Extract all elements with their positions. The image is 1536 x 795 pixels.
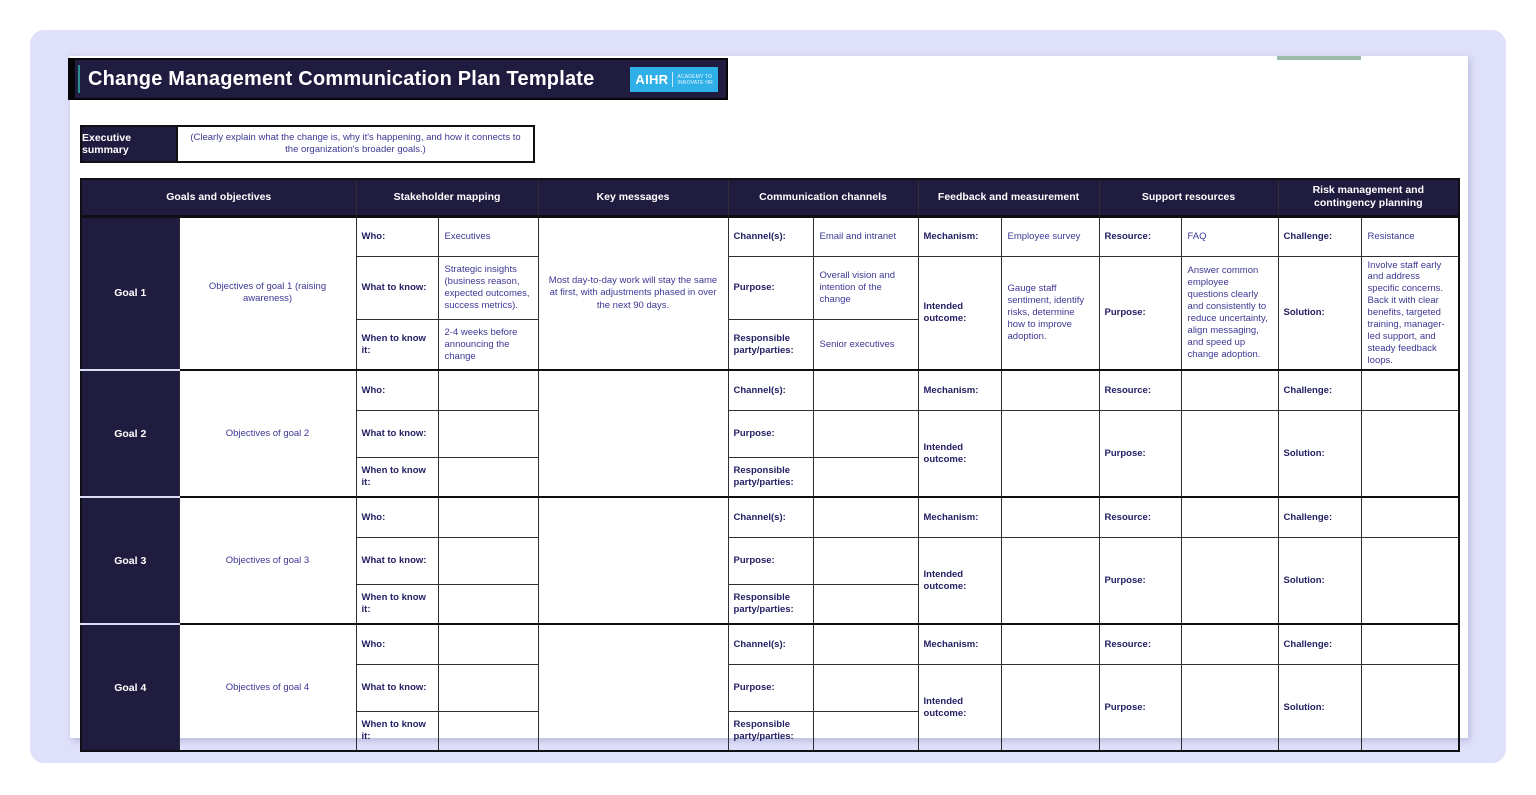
goal4-channels-label: Channel(s): <box>728 624 813 664</box>
goal3-outcome-label: Intended outcome: <box>918 537 1001 624</box>
goal2-label: Goal 2 <box>81 370 179 497</box>
goal3-resource-label: Resource: <box>1099 497 1181 537</box>
goal3-what-label: What to know: <box>356 537 438 584</box>
goal2-purpose-cell[interactable] <box>813 410 918 457</box>
goal2-outcome-label: Intended outcome: <box>918 410 1001 497</box>
goal1-when-label: When to know it: <box>356 320 438 371</box>
goal1-who-label: Who: <box>356 216 438 256</box>
logo-tagline-top: ACADEMY TO <box>677 73 713 80</box>
goal4-objectives-cell[interactable]: Objectives of goal 4 <box>179 624 356 751</box>
goal3-key-messages-cell[interactable] <box>538 497 728 624</box>
goal2-solution-label: Solution: <box>1278 410 1361 497</box>
goal2-challenge-cell[interactable] <box>1361 370 1459 410</box>
goal2-mechanism-label: Mechanism: <box>918 370 1001 410</box>
executive-summary-label: Executive summary <box>80 125 178 163</box>
goal2-when-label: When to know it: <box>356 457 438 497</box>
goal1-challenge-cell[interactable]: Resistance <box>1361 216 1459 256</box>
goal1-responsible-label: Responsible party/parties: <box>728 320 813 371</box>
goal4-what-label: What to know: <box>356 664 438 711</box>
goal3-purpose-label: Purpose: <box>728 537 813 584</box>
goal3-who-label: Who: <box>356 497 438 537</box>
goal1-channels-label: Channel(s): <box>728 216 813 256</box>
title-bar <box>68 58 728 100</box>
goal4-who-cell[interactable] <box>438 624 538 664</box>
goal1-support-purpose-cell[interactable]: Answer common employee questions clearly and consistently to reduce uncertainty, align messaging, and speed up change adoption. <box>1181 256 1278 370</box>
goal4-challenge-cell[interactable] <box>1361 624 1459 664</box>
goal4-who-label: Who: <box>356 624 438 664</box>
goal1-support-purpose-label: Purpose: <box>1099 256 1181 370</box>
goal4-mechanism-cell[interactable] <box>1001 624 1099 664</box>
goal2-resource-cell[interactable] <box>1181 370 1278 410</box>
goal1-what-cell[interactable]: Strategic insights (business reason, expected outcomes, success metrics). <box>438 256 538 320</box>
goal3-challenge-label: Challenge: <box>1278 497 1361 537</box>
scroll-indicator-strip[interactable] <box>1277 56 1361 60</box>
goal2-purpose-label: Purpose: <box>728 410 813 457</box>
goal4-what-cell[interactable] <box>438 664 538 711</box>
goal1-solution-cell[interactable]: Involve staff early and address specific concerns. Back it with clear benefits, targeted training, manager-led support, and steady feedback loops. <box>1361 256 1459 370</box>
logo-tagline-bottom: INNOVATE HR <box>677 79 713 86</box>
goal1-responsible-cell[interactable]: Senior executives <box>813 320 918 371</box>
header-goals-objectives: Goals and objectives <box>81 179 356 216</box>
goal2-what-label: What to know: <box>356 410 438 457</box>
goal1-challenge-label: Challenge: <box>1278 216 1361 256</box>
table-header-row <box>81 179 1459 216</box>
goal3-when-cell[interactable] <box>438 584 538 624</box>
goal3-responsible-label: Responsible party/parties: <box>728 584 813 624</box>
header-feedback-measurement: Feedback and measurement <box>918 179 1099 216</box>
goal2-who-cell[interactable] <box>438 370 538 410</box>
goal2-when-cell[interactable] <box>438 457 538 497</box>
executive-summary-value-cell[interactable]: (Clearly explain what the change is, why it's happening, and how it connects to the organization's broader goals.) <box>178 125 535 163</box>
goal4-challenge-label: Challenge: <box>1278 624 1361 664</box>
goal1-resource-cell[interactable]: FAQ <box>1181 216 1278 256</box>
goal2-solution-cell[interactable] <box>1361 410 1459 497</box>
goal3-solution-label: Solution: <box>1278 537 1361 624</box>
goal4-solution-cell[interactable] <box>1361 664 1459 751</box>
goal2-key-messages-cell[interactable] <box>538 370 728 497</box>
goal3-who-cell[interactable] <box>438 497 538 537</box>
aihr-logo <box>630 67 718 92</box>
goal2-responsible-cell[interactable] <box>813 457 918 497</box>
goal4-resource-label: Resource: <box>1099 624 1181 664</box>
logo-divider <box>672 72 673 87</box>
goal4-purpose-label: Purpose: <box>728 664 813 711</box>
goal3-row-a <box>81 497 1459 537</box>
goal2-mechanism-cell[interactable] <box>1001 370 1099 410</box>
goal2-what-cell[interactable] <box>438 410 538 457</box>
goal4-support-purpose-label: Purpose: <box>1099 664 1181 751</box>
header-key-messages: Key messages <box>538 179 728 216</box>
header-stakeholder-mapping: Stakeholder mapping <box>356 179 538 216</box>
goal4-outcome-cell[interactable] <box>1001 664 1099 751</box>
goal3-objectives-cell[interactable]: Objectives of goal 3 <box>179 497 356 624</box>
goal2-support-purpose-cell[interactable] <box>1181 410 1278 497</box>
goal2-row-a <box>81 370 1459 410</box>
goal4-row-a <box>81 624 1459 664</box>
goal3-support-purpose-cell[interactable] <box>1181 537 1278 624</box>
goal3-mechanism-label: Mechanism: <box>918 497 1001 537</box>
goal4-mechanism-label: Mechanism: <box>918 624 1001 664</box>
teal-accent-line <box>78 65 80 93</box>
header-risk-management: Risk management and contingency planning <box>1278 179 1459 216</box>
goal2-channels-cell[interactable] <box>813 370 918 410</box>
goal4-channels-cell[interactable] <box>813 624 918 664</box>
goal2-channels-label: Channel(s): <box>728 370 813 410</box>
goal4-responsible-label: Responsible party/parties: <box>728 711 813 751</box>
executive-summary <box>80 125 535 163</box>
goal1-resource-label: Resource: <box>1099 216 1181 256</box>
goal1-key-messages-cell[interactable]: Most day-to-day work will stay the same at first, with adjustments phased in over the next 90 days. <box>538 216 728 370</box>
goal1-what-label: What to know: <box>356 256 438 320</box>
goal2-support-purpose-label: Purpose: <box>1099 410 1181 497</box>
goal3-resource-cell[interactable] <box>1181 497 1278 537</box>
goal4-purpose-cell[interactable] <box>813 664 918 711</box>
goal1-purpose-label: Purpose: <box>728 256 813 320</box>
goal3-support-purpose-label: Purpose: <box>1099 537 1181 624</box>
goal1-objectives-cell[interactable]: Objectives of goal 1 (raising awareness) <box>179 216 356 370</box>
goal1-row-a <box>81 216 1459 256</box>
goal4-responsible-cell[interactable] <box>813 711 918 751</box>
goal4-when-cell[interactable] <box>438 711 538 751</box>
goal1-purpose-cell[interactable]: Overall vision and intention of the change <box>813 256 918 320</box>
goal1-who-cell[interactable]: Executives <box>438 216 538 256</box>
goal3-responsible-cell[interactable] <box>813 584 918 624</box>
goal3-mechanism-cell[interactable] <box>1001 497 1099 537</box>
goal1-solution-label: Solution: <box>1278 256 1361 370</box>
goal3-channels-cell[interactable] <box>813 497 918 537</box>
goal2-resource-label: Resource: <box>1099 370 1181 410</box>
goal3-outcome-cell[interactable] <box>1001 537 1099 624</box>
communication-plan-table <box>80 178 1460 752</box>
goal4-when-label: When to know it: <box>356 711 438 751</box>
goal4-key-messages-cell[interactable] <box>538 624 728 751</box>
goal3-purpose-cell[interactable] <box>813 537 918 584</box>
goal2-challenge-label: Challenge: <box>1278 370 1361 410</box>
goal4-resource-cell[interactable] <box>1181 624 1278 664</box>
header-communication-channels: Communication channels <box>728 179 918 216</box>
page-title: Change Management Communication Plan Template <box>88 67 595 90</box>
goal3-label: Goal 3 <box>81 497 179 624</box>
goal2-responsible-label: Responsible party/parties: <box>728 457 813 497</box>
goal1-mechanism-cell[interactable]: Employee survey <box>1001 216 1099 256</box>
goal1-outcome-cell[interactable]: Gauge staff sentiment, identify risks, determine how to improve adoption. <box>1001 256 1099 370</box>
goal3-when-label: When to know it: <box>356 584 438 624</box>
goal4-solution-label: Solution: <box>1278 664 1361 751</box>
logo-tagline <box>677 74 713 86</box>
goal4-outcome-label: Intended outcome: <box>918 664 1001 751</box>
goal2-outcome-cell[interactable] <box>1001 410 1099 497</box>
goal4-support-purpose-cell[interactable] <box>1181 664 1278 751</box>
goal1-outcome-label: Intended outcome: <box>918 256 1001 370</box>
goal3-what-cell[interactable] <box>438 537 538 584</box>
goal1-mechanism-label: Mechanism: <box>918 216 1001 256</box>
goal1-when-cell[interactable]: 2-4 weeks before announcing the change <box>438 320 538 371</box>
goal3-solution-cell[interactable] <box>1361 537 1459 624</box>
goal1-channels-cell[interactable]: Email and intranet <box>813 216 918 256</box>
aihr-logo-text: AIHR <box>635 72 669 87</box>
goal1-label: Goal 1 <box>81 216 179 370</box>
goal3-challenge-cell[interactable] <box>1361 497 1459 537</box>
goal4-label: Goal 4 <box>81 624 179 751</box>
header-support-resources: Support resources <box>1099 179 1278 216</box>
goal3-channels-label: Channel(s): <box>728 497 813 537</box>
goal2-who-label: Who: <box>356 370 438 410</box>
goal2-objectives-cell[interactable]: Objectives of goal 2 <box>179 370 356 497</box>
